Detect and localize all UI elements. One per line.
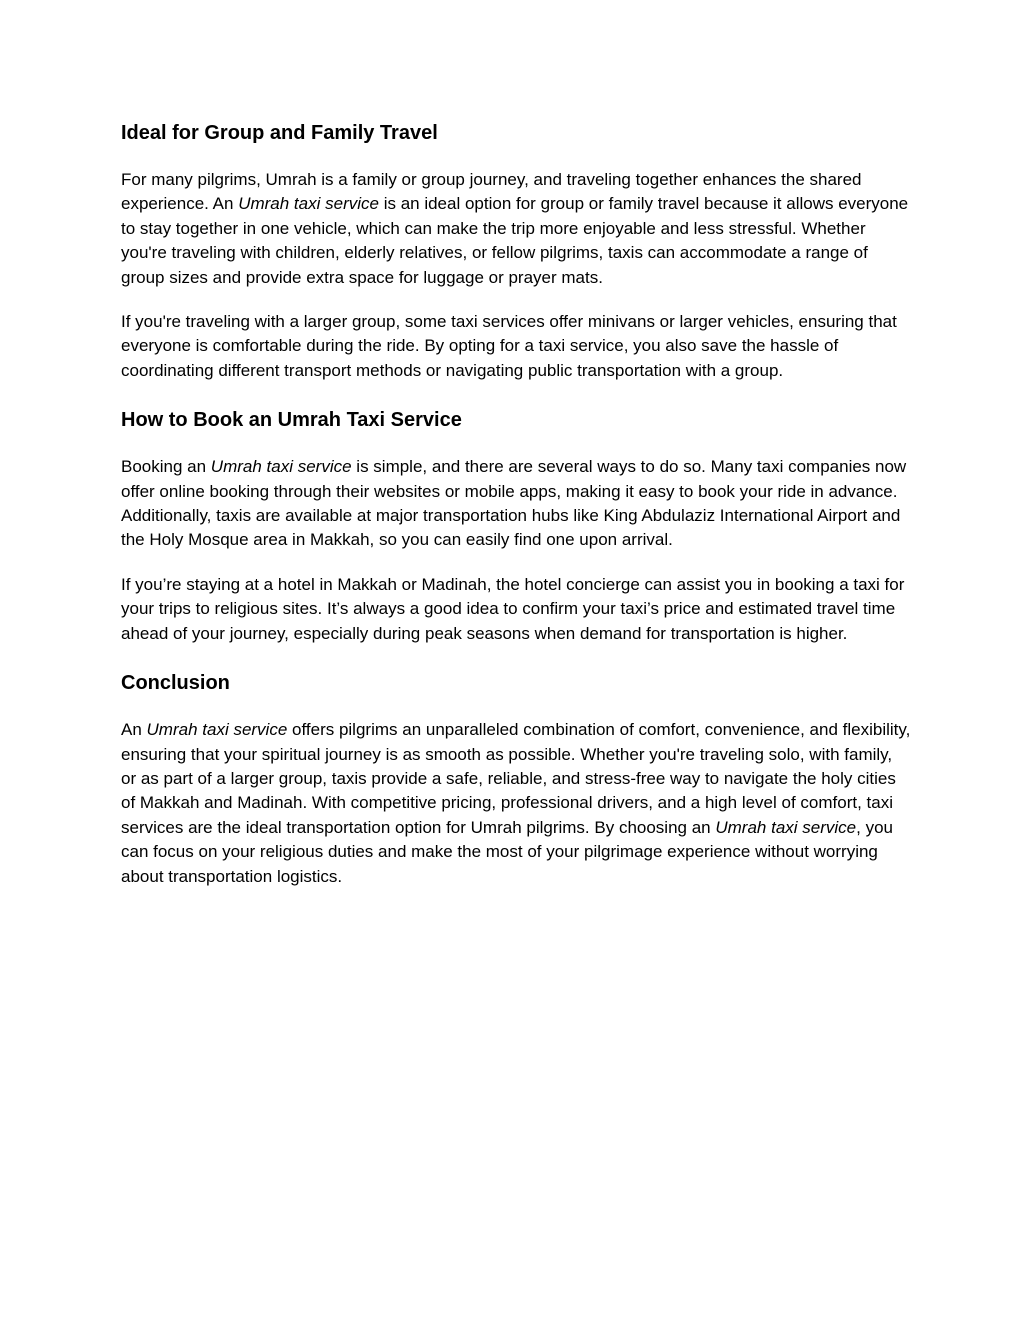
- section-heading: How to Book an Umrah Taxi Service: [121, 409, 462, 432]
- paragraph-text: offers pilgrims an unparalleled combination of comfort, convenience, and flexibility, ensuring that your spiritual journey is as smooth as possible. Whether you're traveling solo, with family, or as part of a larger group, taxis provide a safe, reliable, and stress-free way to navigate the holy cities of Makkah and Madinah. With competitive pricing, professional drivers, and a high level of comfort, taxi services are the ideal transportation option for Umrah pilgrims. By choosing an: [121, 720, 911, 837]
- paragraph: [121, 168, 911, 290]
- paragraph-text: Booking an: [121, 457, 211, 477]
- paragraph-text: is simple, and there are several ways to do so. Many taxi companies now offer online booking through their websites or mobile apps, making it easy to book your ride in advance. Additionally, taxis are available at major transportation hubs like King Abdulaziz International Airport and the Holy Mosque area in Makkah, so you can easily find one upon arrival.: [121, 457, 907, 550]
- paragraph: If you're traveling with a larger group, some taxi services offer minivans or larger vehicles, ensuring that everyone is comfortable during the ride. By opting for a taxi service, you also save the hassle of coordinating different transport methods or navigating public transportation with a group.: [121, 312, 897, 380]
- section-how-to-book: [121, 405, 911, 646]
- paragraph-text: For many pilgrims, Umrah is a family or group journey, and traveling together enhances the shared experience. An: [121, 170, 862, 214]
- section-conclusion: [121, 668, 911, 889]
- section-heading: Conclusion: [121, 672, 230, 695]
- section-heading: Ideal for Group and Family Travel: [121, 122, 438, 144]
- paragraph: If you’re staying at a hotel in Makkah or Madinah, the hotel concierge can assist you in booking a taxi for your trips to religious sites. It’s always a good idea to confirm your taxi’s price and estimated travel time ahead of your journey, especially during peak seasons when demand for transportation is higher.: [121, 574, 905, 643]
- paragraph-text: An: [121, 720, 147, 740]
- paragraph: [121, 455, 911, 553]
- paragraph-text: is an ideal option for group or family travel because it allows everyone to stay together in one vehicle, which can make the trip more enjoyable and less stressful. Whether you're traveling with children, elderly relatives, or fellow pilgrims, taxis can accommodate a range of group sizes and provide extra space for luggage or prayer mats.: [121, 194, 909, 287]
- section-group-family-travel: [121, 118, 911, 383]
- emphasis-text: Umrah taxi service: [715, 817, 857, 837]
- document-page: [121, 118, 911, 889]
- paragraph-text: , you can focus on your religious duties and make the most of your pilgrimage experience without worrying about transportation logistics.: [121, 817, 893, 886]
- emphasis-text: Umrah taxi service: [146, 720, 288, 740]
- paragraph: [121, 718, 911, 889]
- emphasis-text: Umrah taxi service: [238, 194, 379, 214]
- emphasis-text: Umrah taxi service: [210, 457, 352, 477]
